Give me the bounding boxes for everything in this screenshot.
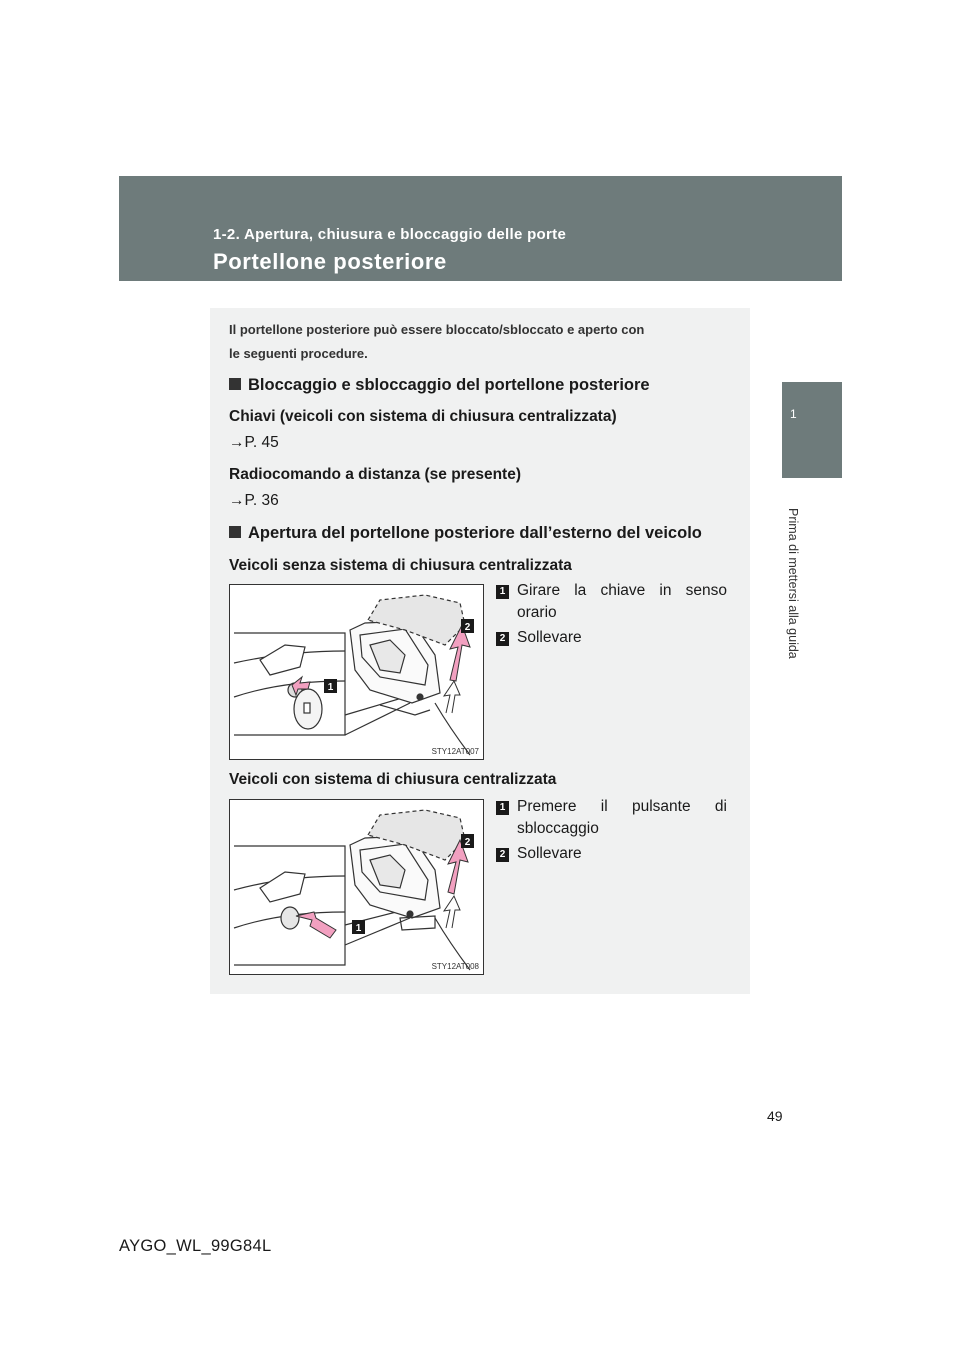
step-central-2 xyxy=(496,843,727,865)
keys-title: Chiavi (veicoli con sistema di chiusura centralizzata) xyxy=(229,408,617,425)
intro-line-2: le seguenti procedure. xyxy=(229,346,368,361)
remote-title: Radiocomando a distanza (se presente) xyxy=(229,466,521,483)
section-heading-open-text: Apertura del portellone posteriore dall’esterno del veicolo xyxy=(248,524,702,542)
square-bullet-icon xyxy=(229,526,241,538)
page-title: Portellone posteriore xyxy=(213,249,447,274)
intro-line-1: Il portellone posteriore può essere bloccato/sbloccato e aperto con xyxy=(229,322,645,337)
step-no-central-2 xyxy=(496,627,727,649)
step-no-central-1 xyxy=(496,580,727,624)
chapter-title: Prima di mettersi alla guida xyxy=(786,508,800,659)
section-heading-lock xyxy=(229,376,650,395)
svg-text:2: 2 xyxy=(464,622,471,633)
figure-button-unlock xyxy=(229,799,484,975)
step-text: Premere il pulsante di sbloccaggio xyxy=(517,798,727,837)
page-number: 49 xyxy=(767,1108,783,1124)
chapter-number: 1 xyxy=(790,407,797,421)
central-title: Veicoli con sistema di chiusura centralizzata xyxy=(229,771,557,788)
step-text: Girare la chiave in senso orario xyxy=(517,582,727,621)
section-heading-open xyxy=(229,524,702,543)
remote-page-ref[interactable]: →P. 36 xyxy=(229,492,279,509)
chapter-title-vertical xyxy=(783,508,803,659)
document-code: AYGO_WL_99G84L xyxy=(119,1237,272,1255)
step-number-badge: 2 xyxy=(496,632,509,646)
step-text: Sollevare xyxy=(517,629,582,646)
chapter-tab xyxy=(782,382,842,478)
no-central-title: Veicoli senza sistema di chiusura centralizzata xyxy=(229,557,572,574)
figure-code: STY12AT007 xyxy=(431,747,479,756)
svg-text:1: 1 xyxy=(327,682,334,693)
step-number-badge: 1 xyxy=(496,585,509,599)
figure-code: STY12AT008 xyxy=(431,962,479,971)
svg-text:1: 1 xyxy=(355,923,362,934)
step-number-badge: 2 xyxy=(496,848,509,862)
tailgate-button-illustration xyxy=(230,800,483,974)
step-number-badge: 1 xyxy=(496,801,509,815)
figure-key-unlock xyxy=(229,584,484,760)
section-label: 1-2. Apertura, chiusura e bloccaggio delle porte xyxy=(213,226,567,243)
step-central-1 xyxy=(496,796,727,840)
section-heading-lock-text: Bloccaggio e sbloccaggio del portellone posteriore xyxy=(248,376,650,394)
keys-page-ref[interactable]: →P. 45 xyxy=(229,434,279,451)
step-text: Sollevare xyxy=(517,845,582,862)
square-bullet-icon xyxy=(229,378,241,390)
svg-text:2: 2 xyxy=(464,837,471,848)
tailgate-key-illustration xyxy=(230,585,483,759)
